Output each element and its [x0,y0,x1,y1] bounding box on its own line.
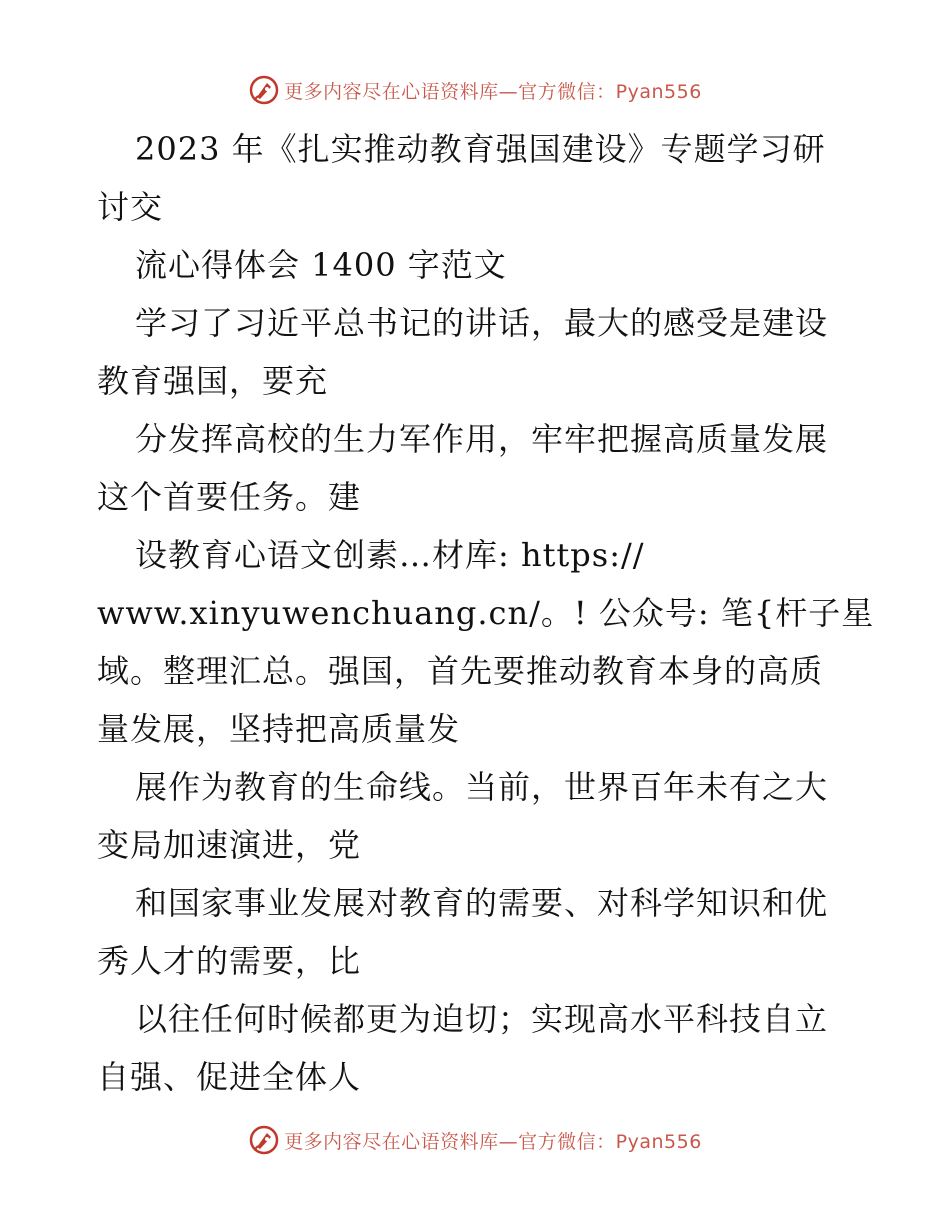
document-line: 展作为教育的生命线。当前，世界百年未有之大 [135,768,829,806]
document-line: 量发展，坚持把高质量发 [97,710,461,748]
pen-nib-logo-icon [248,74,280,106]
document-line: 流心得体会 1400 字范文 [135,246,507,284]
document-line: www.xinyuwenchuang.cn/。! 公众号: 笔{杆子星 [97,594,875,632]
header-banner-text: 更多内容尽在心语资料库—官方微信：Pyan556 [284,80,702,103]
document-line: 以往任何时候都更为迫切；实现高水平科技自立 [135,1000,829,1038]
document-line: 分发挥高校的生力军作用，牢牢把握高质量发展 [135,420,829,458]
document-line: 自强、促进全体人 [97,1058,362,1096]
footer-banner [0,1120,950,1160]
document-line: 这个首要任务。建 [97,478,362,516]
document-line: 讨交 [97,188,164,226]
document-line: 设教育心语文创素…材库: https:// [135,536,645,574]
document-body [97,120,875,1106]
document-line: 变局加速演进，党 [97,826,362,864]
document-line: 2023 年《扎实推动教育强国建设》专题学习研 [135,130,826,168]
document-line: 教育强国，要充 [97,362,329,400]
document-line: 秀人才的需要，比 [97,942,362,980]
pen-nib-logo-icon [248,1124,280,1156]
footer-banner-text: 更多内容尽在心语资料库—官方微信：Pyan556 [284,1130,702,1153]
document-line: 学习了习近平总书记的讲话，最大的感受是建设 [135,304,829,342]
document-line: 域。整理汇总。强国，首先要推动教育本身的高质 [97,652,824,690]
document-line: 和国家事业发展对教育的需要、对科学知识和优 [135,884,829,922]
header-banner [0,70,950,110]
